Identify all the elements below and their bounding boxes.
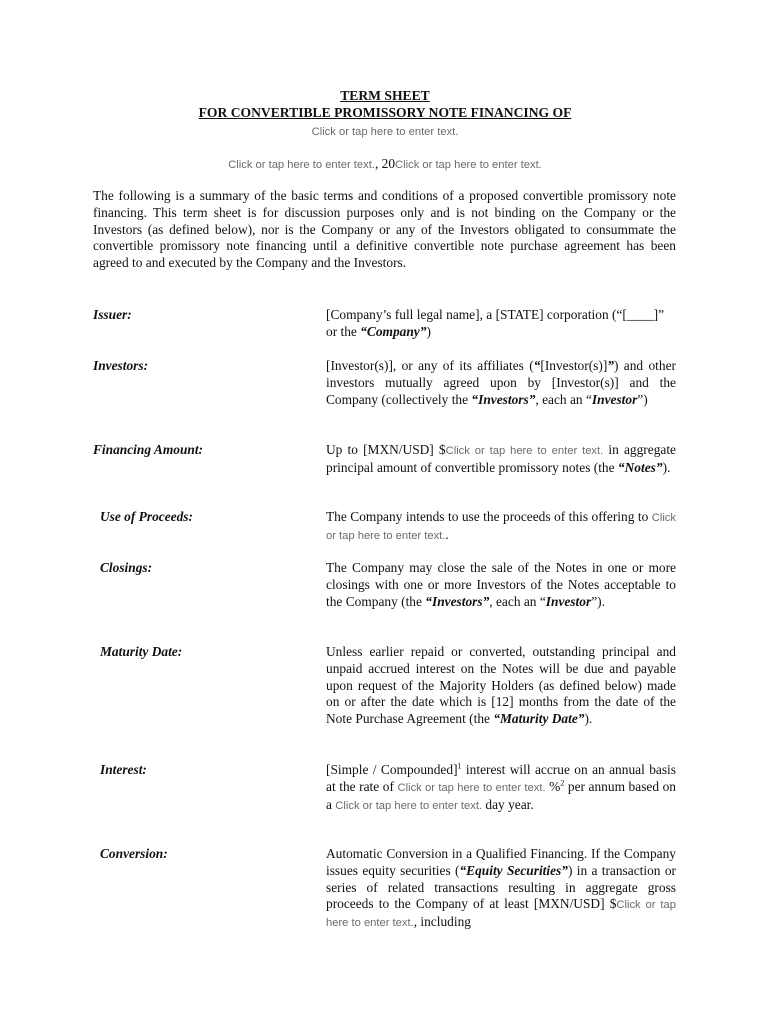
interest-text-4: per annum based on a	[326, 778, 676, 812]
investors-defined-investors: “Investors”	[471, 391, 536, 407]
closings-text-2: , each an “	[489, 593, 546, 609]
title-financing-of: FOR CONVERTIBLE PROMISSORY NOTE FINANCING OF	[198, 105, 572, 120]
interest-text-1: [Simple / Compounded]	[326, 762, 458, 777]
interest-text-3: %	[545, 778, 561, 794]
interest-label: Interest:	[100, 762, 147, 777]
proceeds-purpose-field[interactable]: Click or tap here to enter text.	[326, 512, 676, 542]
day-count-field[interactable]: Click or tap here to enter text.	[335, 799, 483, 812]
date-separator: , 20	[374, 156, 396, 171]
use-of-proceeds-value	[326, 509, 676, 545]
closings-text-1: The Company may close the sale of the Notes in one or more closings with one or more Investors of the Notes acceptable to the Company (the	[326, 560, 676, 609]
investors-text-5: ”)	[637, 391, 648, 407]
investors-text-4: , each an “	[535, 391, 592, 407]
interest-text-5: day year.	[482, 796, 534, 812]
conversion-text-3: , including	[413, 914, 471, 930]
investors-quote-close: ”	[607, 358, 614, 373]
maturity-defined-date: “Maturity Date”	[493, 711, 585, 727]
conversion-text-1: Automatic Conversion in a Qualified Financing. If the Company issues equity securities (	[326, 846, 676, 878]
financing-amount-label: Financing Amount:	[93, 442, 204, 457]
maturity-date-label: Maturity Date:	[100, 644, 183, 659]
maturity-text-1: Unless earlier repaid or converted, outstanding principal and unpaid accrued interest on the Notes will be due and payable upon request of the Majority Holders (as defined below) made on or after the date which is [12] months from the date of the Note Purchase Agreement (the	[326, 644, 676, 727]
issuer-text-2: )	[426, 323, 431, 339]
financing-text-2: in aggregate principal amount of convertible promissory notes (the	[326, 442, 677, 475]
intro-paragraph: The following is a summary of the basic terms and conditions of a proposed convertible promissory note financing. This term sheet is for discussion purposes only and is not binding on the Company or the Investors (as defined below), nor is the Company or any of the Investors obligated to consummate the convertible promissory note financing until a definitive convertible note purchase agreement has been agreed to and executed by the Company and the Investors.	[93, 188, 676, 271]
interest-value	[326, 762, 676, 814]
date-year-field[interactable]: Click or tap here to enter text.	[395, 159, 542, 171]
financing-text-1: Up to [MXN/USD] $	[326, 442, 446, 457]
closings-defined-investor: Investor	[545, 593, 592, 609]
investors-text-3: ) and other investors mutually agreed upon by [Investor(s)] and the Company (collectively the	[326, 358, 676, 407]
closings-label: Closings:	[100, 560, 153, 575]
qualified-amount-field[interactable]: Click or tap here to enter text.	[326, 899, 676, 930]
title-term-sheet: TERM SHEET	[340, 88, 430, 103]
company-name-field[interactable]: Click or tap here to enter text.	[311, 126, 459, 138]
date-month-field[interactable]: Click or tap here to enter text.	[228, 159, 375, 171]
investors-text-2: [Investor(s)]	[540, 358, 608, 373]
footnote-ref-1[interactable]: 1	[457, 761, 462, 771]
investors-text-1: [Investor(s)], or any of its affiliates (	[326, 358, 534, 373]
maturity-text-2: ).	[584, 711, 593, 727]
conversion-value	[326, 846, 676, 932]
financing-text-3: ).	[662, 459, 671, 475]
use-of-proceeds-label: Use of Proceeds:	[100, 509, 193, 524]
investors-label: Investors:	[93, 358, 149, 373]
investors-defined-investor: Investor	[591, 391, 638, 407]
closings-text-3: ”).	[591, 593, 605, 609]
proceeds-text-1: The Company intends to use the proceeds of this offering to	[326, 509, 652, 524]
investors-quote-open: “	[533, 358, 541, 373]
interest-rate-field[interactable]: Click or tap here to enter text.	[397, 781, 546, 794]
proceeds-text-2: .	[445, 526, 449, 542]
maturity-date-value	[326, 644, 676, 728]
footnote-ref-2[interactable]: 2	[560, 778, 565, 788]
closings-defined-investors: “Investors”	[425, 593, 490, 609]
issuer-label: Issuer:	[93, 307, 132, 322]
conversion-defined-equity: “Equity Securities”	[459, 862, 568, 878]
financing-amount-field[interactable]: Click or tap here to enter text.	[445, 445, 604, 457]
interest-text-2: interest will accrue on an annual basis at the rate of	[326, 762, 676, 794]
conversion-label: Conversion:	[100, 846, 168, 861]
date-line	[0, 156, 770, 174]
investors-value	[326, 358, 676, 408]
issuer-value	[326, 307, 676, 341]
closings-value	[326, 560, 676, 610]
company-name-line	[0, 123, 770, 141]
issuer-defined-company: “Company”	[360, 323, 427, 339]
issuer-text-1: [Company’s full legal name], a [STATE] corporation (“[____]” or the	[326, 307, 665, 339]
financing-amount-value	[326, 442, 676, 477]
financing-defined-notes: “Notes”	[617, 459, 663, 475]
conversion-text-2: ) in a transaction or series of related transactions resulting in aggregate gross proceeds to the Company of at least [MXN/USD] $	[326, 862, 676, 912]
